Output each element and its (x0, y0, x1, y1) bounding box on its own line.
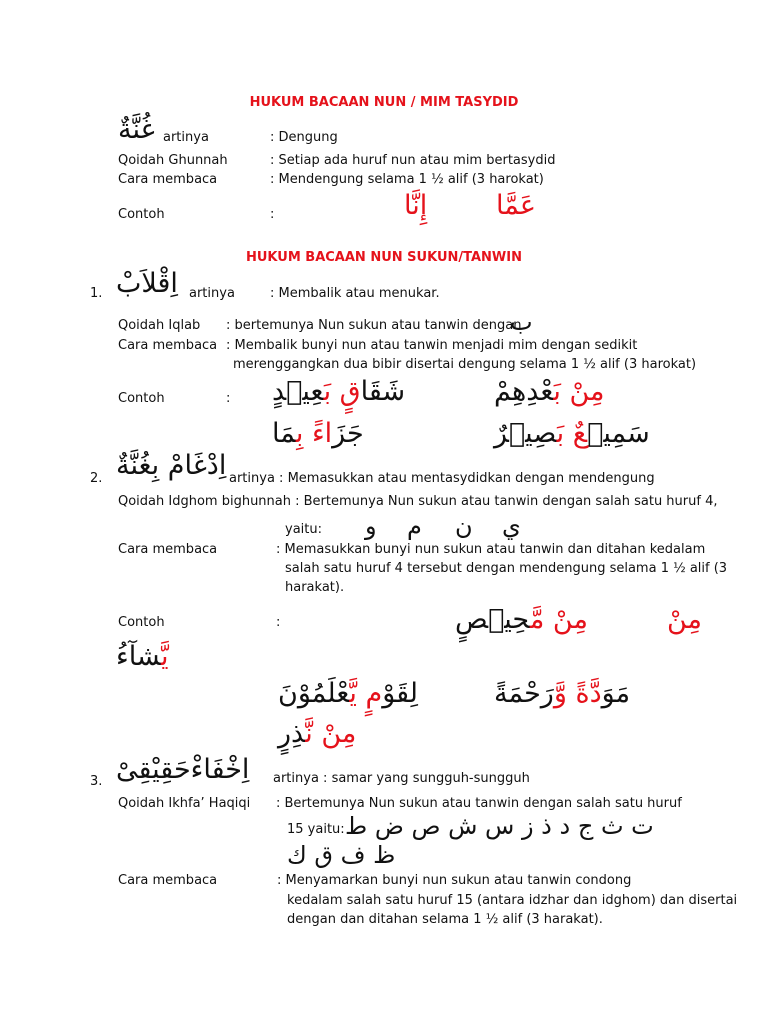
iqlab-artinya-value: : Membalik atau menukar. (270, 286, 440, 301)
term-ikhfa-arabic: اِخْفَاءْحَقِيْقِىْ (116, 754, 250, 785)
example-liqaumin-yalamun: لِقَوْمٍ يَّعْلَمُوْنَ (278, 678, 419, 709)
idghom-contoh-colon: : (276, 615, 281, 630)
letter-ya: ي (502, 512, 521, 540)
iqlab-contoh-label: Contoh (118, 391, 165, 406)
idghom-cara-line1: : Memasukkan bunyi nun sukun atau tanwin dan ditahan kedalam (276, 542, 706, 557)
qoidah-idghom-text: Qoidah Idghom bighunnah : Bertemunya Nun sukun atau tanwin dengan salah satu huruf 4, (118, 494, 718, 509)
term-iqlab-arabic: اِقْلاَبْ (116, 268, 178, 299)
qoidah-ghunnah-label: Qoidah Ghunnah (118, 153, 228, 168)
ikhfa-letters-line2: ظ ف ق ك (287, 841, 396, 869)
example-yasyau: يَّشآءُ (116, 641, 169, 672)
list-number-1: 1. (90, 286, 103, 301)
qoidah-iqlab-value: : bertemunya Nun sukun atau tanwin dengan (226, 318, 522, 333)
contoh-label: Contoh (118, 207, 165, 222)
list-number-3: 3. (90, 774, 103, 789)
cara-membaca-value: : Mendengung selama 1 ½ alif (3 harokat) (270, 172, 544, 187)
ikhfa-yaitu-label: 15 yaitu: (287, 822, 345, 837)
term-idghom-arabic: اِدْغَامْ بِغُنَّةٌ (116, 450, 227, 481)
ikhfa-letters-line1: ت ث ج د ذ ز س ش ص ض ط (345, 812, 654, 840)
example-min: مِنْ (667, 604, 703, 635)
example-min-nadzir: مِنْ نَّذِرٍ (278, 718, 357, 749)
contoh-colon: : (270, 207, 275, 222)
iqlab-artinya-label: artinya (189, 286, 235, 301)
example-jazaan-bima: جَزَاءً بِمَا (272, 418, 364, 449)
example-samiun-bashir: سَمِيۡعٌ بَصِيۡرٌ (494, 418, 650, 449)
iqlab-cara-line1: : Membalik bunyi nun atau tanwin menjadi mim dengan sedikit (226, 338, 638, 353)
qoidah-ghunnah-value: : Setiap ada huruf nun atau mim bertasydid (270, 153, 556, 168)
section-heading-nun-sukun: HUKUM BACAAN NUN SUKUN/TANWIN (246, 250, 522, 265)
list-number-2: 2. (90, 471, 103, 486)
idghom-artinya-value: artinya : Memasukkan atau mentasydidkan dengan mendengung (229, 471, 655, 486)
example-syiqaqin-baid: شَقَاقٍ بَعِيۡدٍ (272, 376, 406, 407)
letter-waw: و (365, 512, 377, 540)
term-ghunnah-arabic: غُنَّةٌ (118, 114, 155, 145)
idghom-yaitu-label: yaitu: (285, 522, 322, 537)
iqlab-cara-label: Cara membaca (118, 338, 218, 353)
iqlab-cara-line2: merenggangkan dua bibir disertai dengung selama 1 ½ alif (3 harokat) (233, 357, 697, 372)
ikhfa-cara-label: Cara membaca (118, 873, 218, 888)
artinya-value: : Dengung (270, 130, 338, 145)
example-mawaddatan-warahmah: مَوَدَّةً وَّرَحْمَةً (494, 678, 631, 709)
ikhfa-cara-line1: : Menyamarkan bunyi nun sukun atau tanwin condong (277, 873, 632, 888)
idghom-cara-label: Cara membaca (118, 542, 218, 557)
letter-ba: ب (510, 308, 533, 336)
qoidah-ikhfa-value: : Bertemunya Nun sukun atau tanwin dengan salah satu huruf (276, 796, 682, 811)
example-min-badihim: مِنْ بَعْدِهِمْ (494, 376, 605, 407)
example-inna: إِنَّا (404, 190, 428, 221)
ikhfa-cara-line2: kedalam salah satu huruf 15 (antara idzhar dan idghom) dan disertai (287, 893, 738, 908)
ikhfa-cara-line3: dengan dan ditahan selama 1 ½ alif (3 harakat). (287, 912, 603, 927)
artinya-label: artinya (163, 130, 209, 145)
idghom-contoh-label: Contoh (118, 615, 165, 630)
example-amma: عَمَّا (496, 190, 536, 221)
iqlab-contoh-colon: : (226, 391, 231, 406)
idghom-cara-line3: harakat). (285, 580, 345, 595)
letter-mim: م (407, 512, 422, 540)
idghom-cara-line2: salah satu huruf 4 tersebut dengan mendengung selama 1 ½ alif (3 (285, 561, 728, 576)
letter-nun: ن (455, 512, 473, 540)
ikhfa-artinya-value: artinya : samar yang sungguh-sungguh (273, 771, 530, 786)
qoidah-ikhfa-label: Qoidah Ikhfa’ Haqiqi (118, 796, 251, 811)
section-heading-tasydid: HUKUM BACAAN NUN / MIM TASYDID (249, 95, 519, 110)
cara-membaca-label: Cara membaca (118, 172, 218, 187)
example-min-mahish: مِنْ مَّحِيۡصٍ (455, 604, 588, 635)
qoidah-iqlab-label: Qoidah Iqlab (118, 318, 201, 333)
